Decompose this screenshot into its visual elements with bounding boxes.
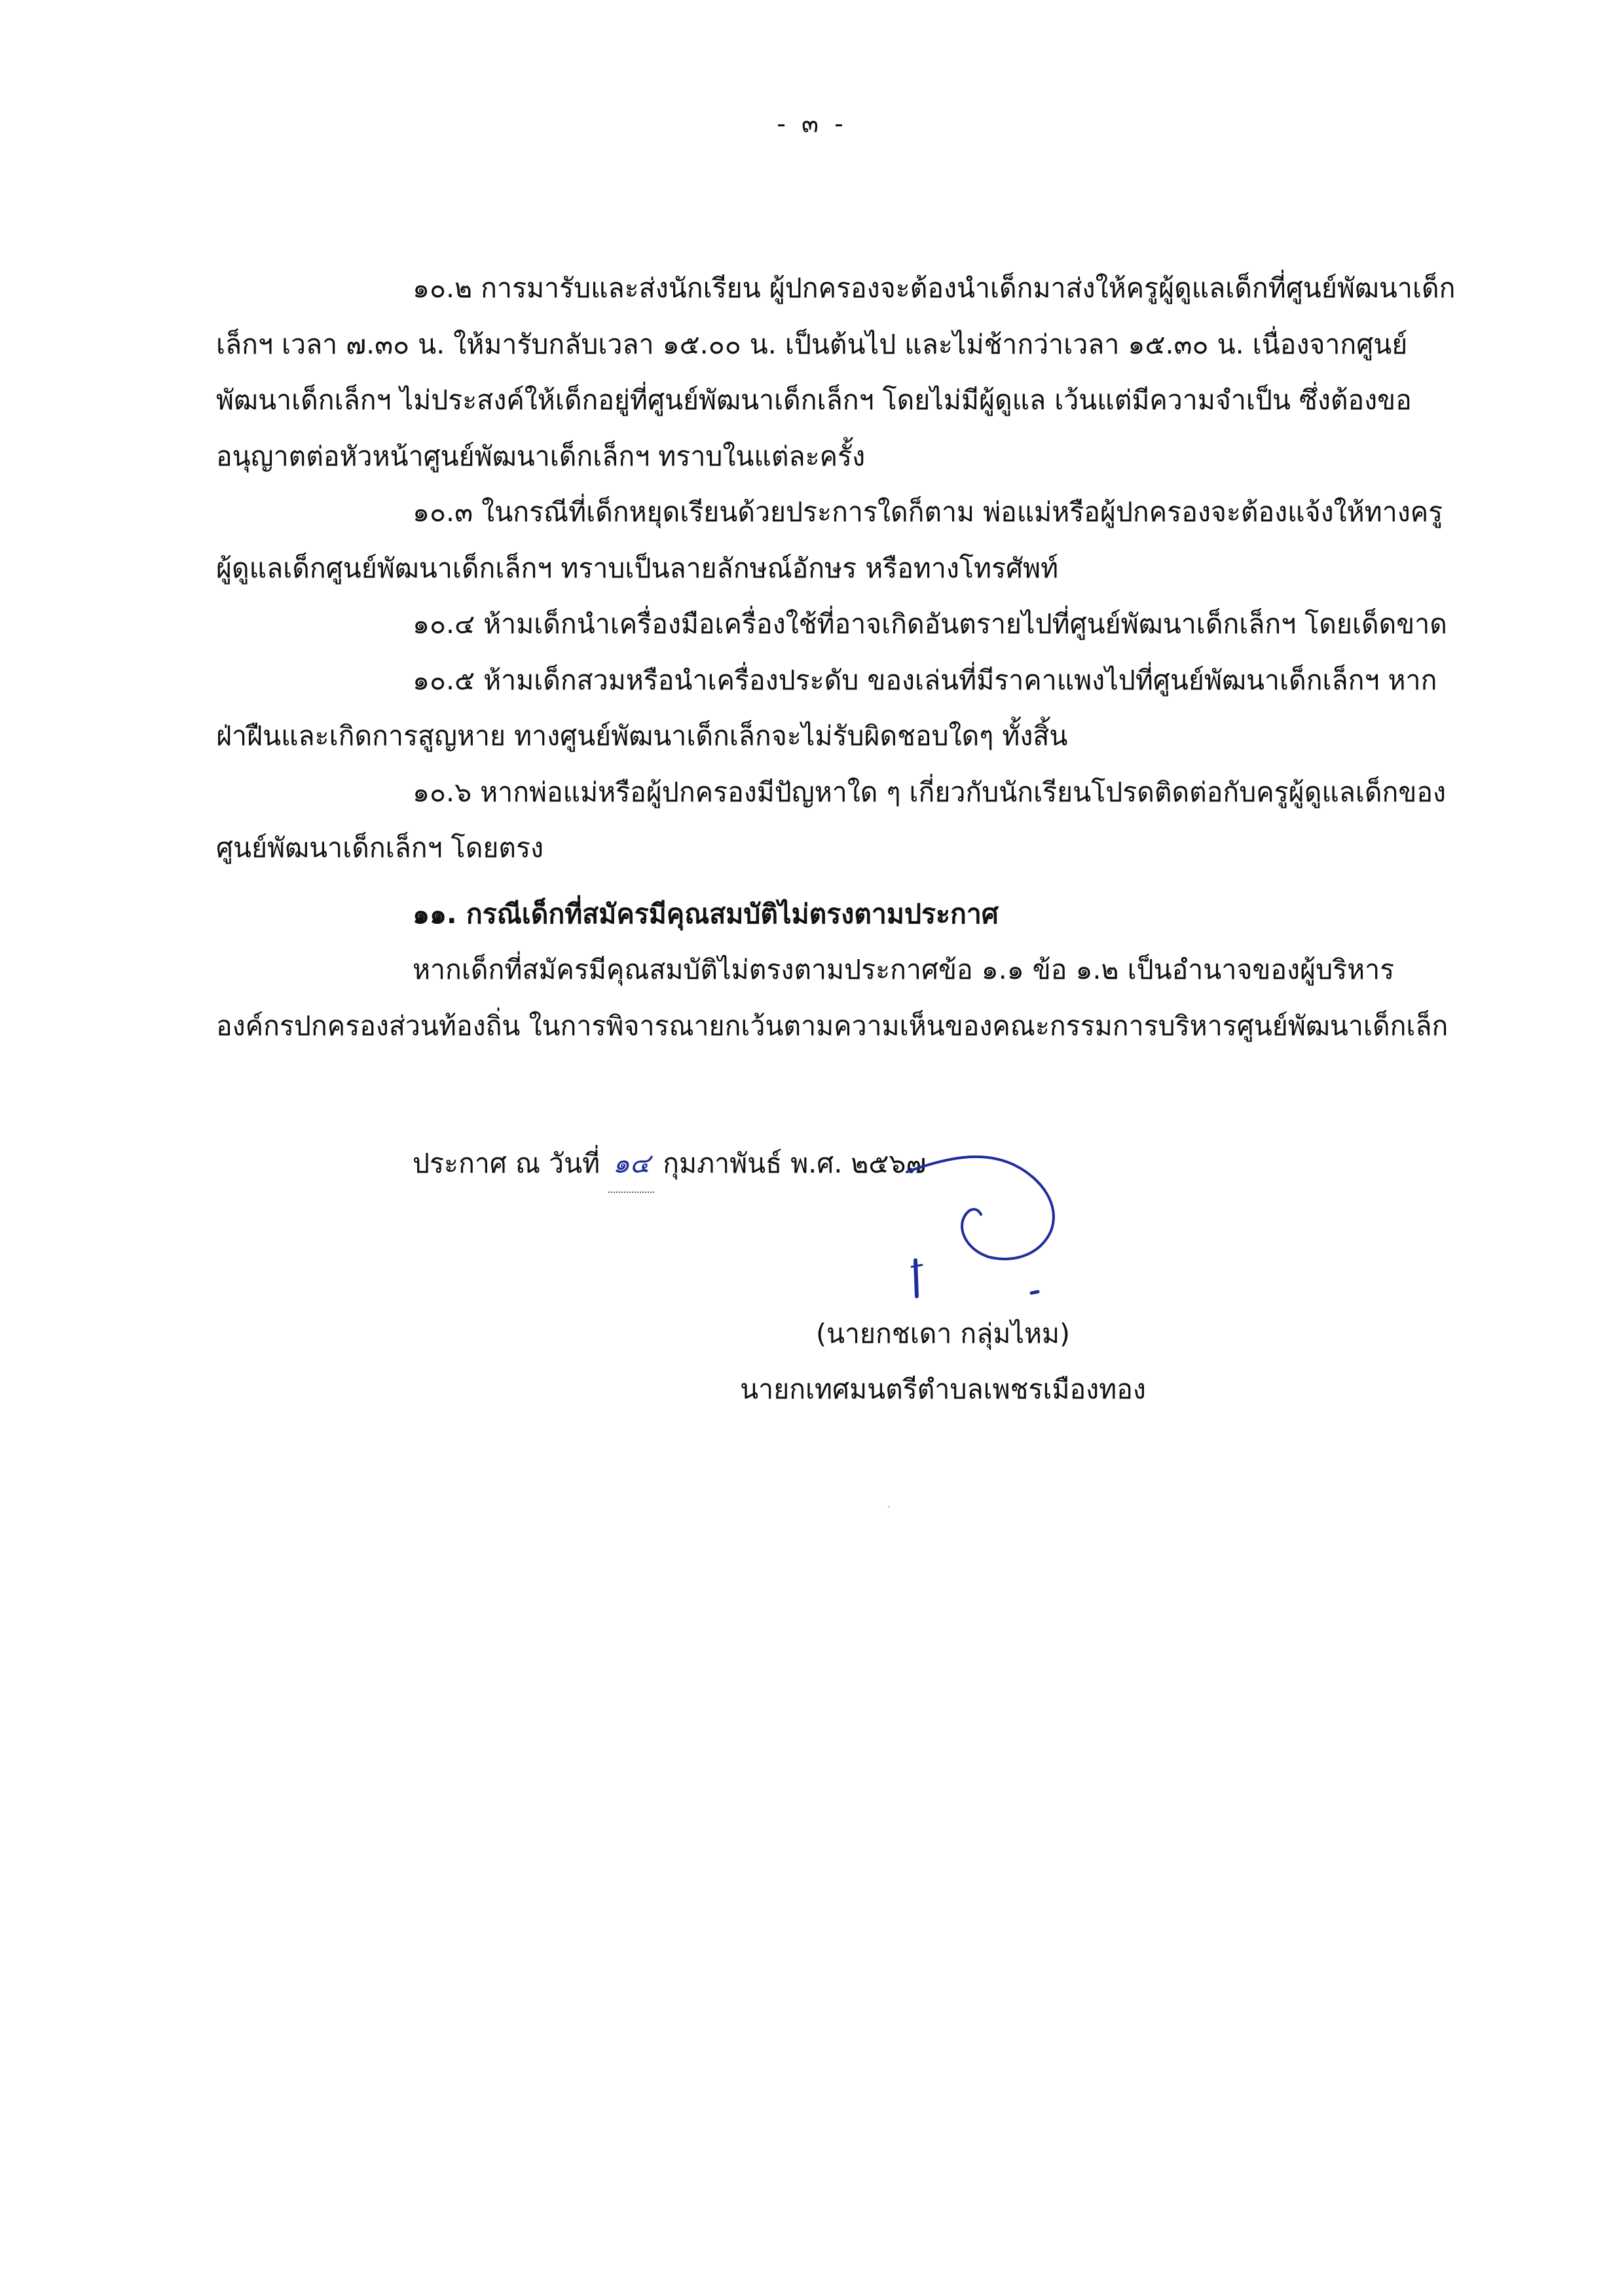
handwritten-day: ๑๔ [608,1136,654,1193]
handwritten-signature [904,1152,1087,1303]
paragraph-10-4: ๑๐.๔ ห้ามเด็กนำเครื่องมือเครื่องใช้ที่อาจเกิดอันตรายไปที่ศูนย์พัฒนาเด็กเล็กฯ โดยเด็ดขาด [413,608,1447,640]
paragraph-10-6: ๑๐.๖ หากพ่อแม่หรือผู้ปกครองมีปัญหาใด ๆ เกี่ยวกับนักเรียนโปรดติดต่อกับครูผู้ดูแลเด็กของศูนย์พัฒนาเด็กเล็กฯ โดยตรง [216,776,1447,864]
paragraph-10-5: ๑๐.๕ ห้ามเด็กสวมหรือนำเครื่องประดับ ของเล่นที่มีราคาแพงไปที่ศูนย์พัฒนาเด็กเล็กฯ หากฝ่าฝืนและเกิดการสูญหาย ทางศูนย์พัฒนาเด็กเล็กจะไม่รับผิดชอบใดๆ ทั้งสิ้น [216,664,1437,752]
announcement-month-year: กุมภาพันธ์ พ.ศ. ๒๕๖๗ [663,1148,927,1179]
announcement-prefix: ประกาศ ณ วันที่ [413,1148,600,1179]
section-11-heading: ๑๑. กรณีเด็กที่สมัครมีคุณสมบัติไม่ตรงตามประกาศ [413,898,999,930]
scan-speck [888,1506,890,1508]
section-11-text: หากเด็กที่สมัครมีคุณสมบัติไม่ตรงตามประกาศข้อ ๑.๑ ข้อ ๑.๒ เป็นอำนาจของผู้บริหารองค์กรปกครองส่วนท้องถิ่น ในการพิจารณายกเว้นตามความเห็นของคณะกรรมการบริหารศูนย์พัฒนาเด็กเล็ก [216,954,1449,1042]
paragraph-10-3: ๑๐.๓ ในกรณีที่เด็กหยุดเรียนด้วยประการใดก็ตาม พ่อแม่หรือผู้ปกครองจะต้องแจ้งให้ทางครูผู้ดูแลเด็กศูนย์พัฒนาเด็กเล็กฯ ทราบเป็นลายลักษณ์อักษร หรือทางโทรศัพท์ [216,496,1443,584]
signer-name: (นายกชเดา กลุ่มไหม) [815,1318,1071,1349]
page-number: - ๓ - [777,109,847,138]
signer-title: นายกเทศมนตรีตำบลเพชรเมืองทอง [740,1374,1146,1405]
announcement-date [413,1136,926,1193]
paragraph-10-2: ๑๐.๒ การมารับและส่งนักเรียน ผู้ปกครองจะต้องนำเด็กมาส่งให้ครูผู้ดูแลเด็กที่ศูนย์พัฒนาเด็กเล็กฯ เวลา ๗.๓๐ น. ให้มารับกลับเวลา ๑๕.๐๐ น. เป็นต้นไป และไม่ช้ากว่าเวลา ๑๕.๓๐ น. เนื่องจากศูนย์พัฒนาเด็กเล็กฯ ไม่ประสงค์ให้เด็กอยู่ที่ศูนย์พัฒนาเด็กเล็กฯ โดยไม่มีผู้ดูแล เว้นแต่มีความจำเป็น ซึ่งต้องขออนุญาตต่อหัวหน้าศูนย์พัฒนาเด็กเล็กฯ ทราบในแต่ละครั้ง [216,272,1456,472]
document-body [216,261,1457,1054]
